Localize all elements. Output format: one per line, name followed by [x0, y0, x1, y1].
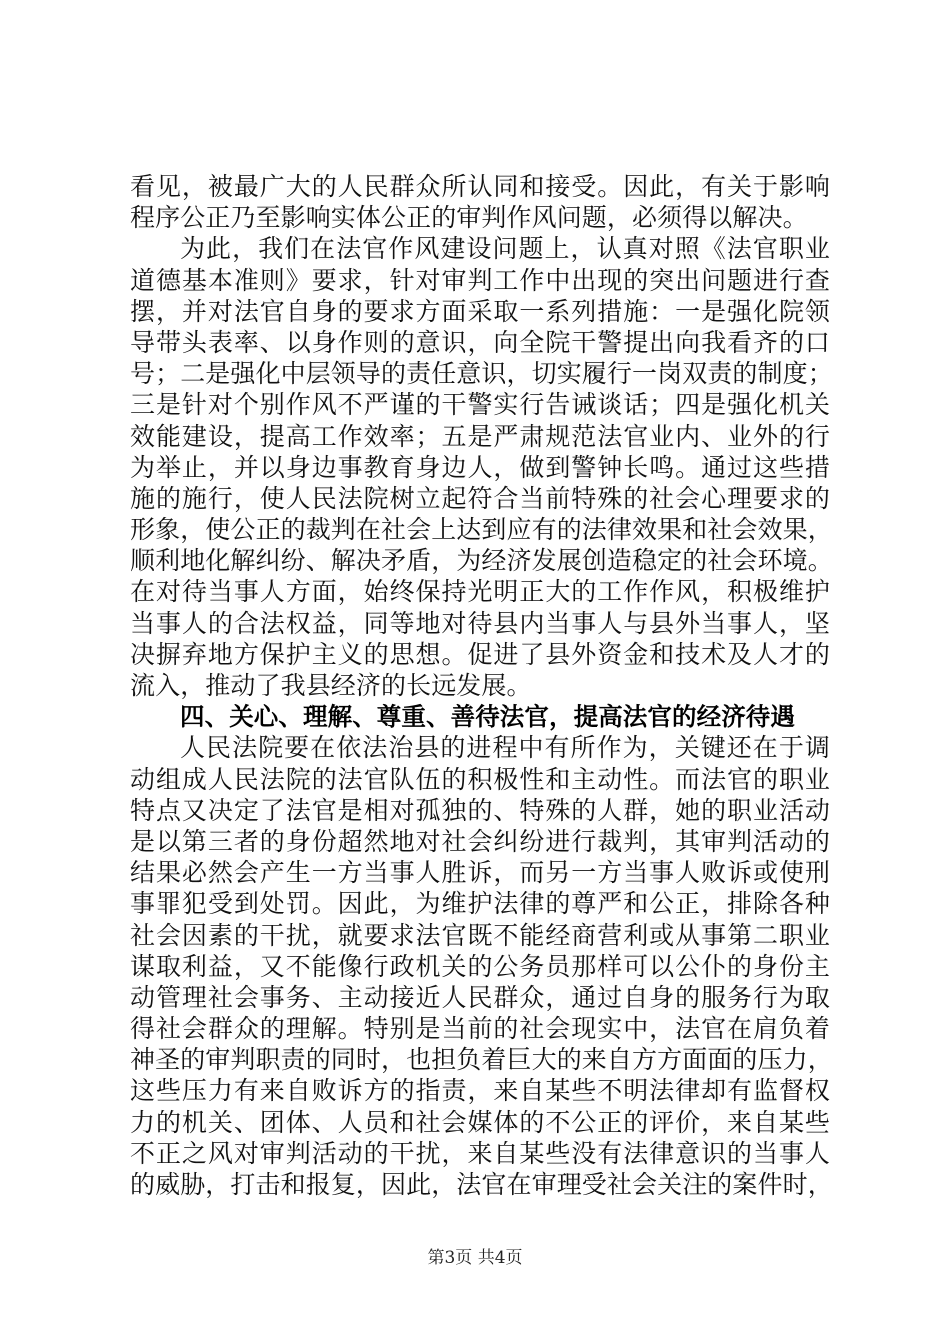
body-line: 动组成人民法院的法官队伍的积极性和主动性。而法官的职业: [130, 764, 830, 794]
page-number-label: 第3页 共4页: [427, 1248, 523, 1268]
body-line: 为此，我们在法官作风建设问题上，认真对照《法官职业: [180, 234, 830, 264]
body-line: 施的施行，使人民法院树立起符合当前特殊的社会心理要求的: [130, 483, 830, 513]
body-line: 导带头表率、以身作则的意识，向全院干警提出向我看齐的口: [130, 327, 830, 357]
body-line: 在对待当事人方面，始终保持光明正大的工作作风，积极维护: [130, 577, 830, 607]
section-heading: 四、关心、理解、尊重、善待法官，提高法官的经济待遇: [180, 702, 795, 732]
body-line: 神圣的审判职责的同时，也担负着巨大的来自方方面面的压力，: [130, 1045, 833, 1075]
body-line: 谋取利益，又不能像行政机关的公务员那样可以公仆的身份主: [130, 951, 830, 981]
body-line: 人民法院要在依法治县的进程中有所作为，关键还在于调: [180, 733, 830, 763]
page-footer: [0, 1243, 950, 1268]
body-line: 道德基本准则》要求，针对审判工作中出现的突出问题进行查: [130, 265, 830, 295]
body-line: 顺利地化解纠纷、解决矛盾，为经济发展创造稳定的社会环境。: [130, 546, 833, 576]
body-line: 社会因素的干扰，就要求法官既不能经商营利或从事第二职业: [130, 920, 830, 950]
body-line: 效能建设，提高工作效率；五是严肃规范法官业内、业外的行: [130, 421, 830, 451]
body-line: 力的机关、团体、人员和社会媒体的不公正的评价，来自某些: [130, 1107, 830, 1137]
document-body: [130, 171, 833, 1200]
body-line: 流入，推动了我县经济的长远发展。: [130, 671, 532, 700]
body-line: 三是针对个别作风不严谨的干警实行告诫谈话；四是强化机关: [130, 390, 830, 420]
body-line: 号；二是强化中层领导的责任意识，切实履行一岗双责的制度；: [130, 359, 833, 389]
body-line: 得社会群众的理解。特别是当前的社会现实中，法官在肩负着: [130, 1014, 830, 1044]
body-line: 事罪犯受到处罚。因此，为维护法律的尊严和公正，排除各种: [130, 889, 830, 919]
body-line: 形象，使公正的裁判在社会上达到应有的法律效果和社会效果，: [130, 515, 833, 545]
body-line: 为举止，并以身边事教育身边人，做到警钟长鸣。通过这些措: [130, 452, 830, 482]
body-line: 的威胁，打击和报复，因此，法官在审理受社会关注的案件时，: [130, 1170, 833, 1199]
body-line: 不正之风对审判活动的干扰，来自某些没有法律意识的当事人: [130, 1138, 830, 1168]
body-line: 结果必然会产生一方当事人胜诉，而另一方当事人败诉或使刑: [130, 858, 830, 888]
body-line: 摆，并对法官自身的要求方面采取一系列措施：一是强化院领: [130, 296, 830, 326]
body-line: 程序公正乃至影响实体公正的审判作风问题，必须得以解决。: [130, 203, 808, 233]
body-line: 看见，被最广大的人民群众所认同和接受。因此，有关于影响: [130, 172, 830, 201]
body-line: 是以第三者的身份超然地对社会纠纷进行裁判，其审判活动的: [130, 826, 830, 856]
body-line: 当事人的合法权益，同等地对待县内当事人与县外当事人，坚: [130, 608, 830, 638]
body-line: 这些压力有来自败诉方的指责，来自某些不明法律却有监督权: [130, 1076, 830, 1106]
body-line: 特点又决定了法官是相对孤独的、特殊的人群，她的职业活动: [130, 795, 830, 825]
body-line: 决摒弃地方保护主义的思想。促进了县外资金和技术及人才的: [130, 639, 830, 669]
body-line: 动管理社会事务、主动接近人民群众，通过自身的服务行为取: [130, 982, 830, 1012]
